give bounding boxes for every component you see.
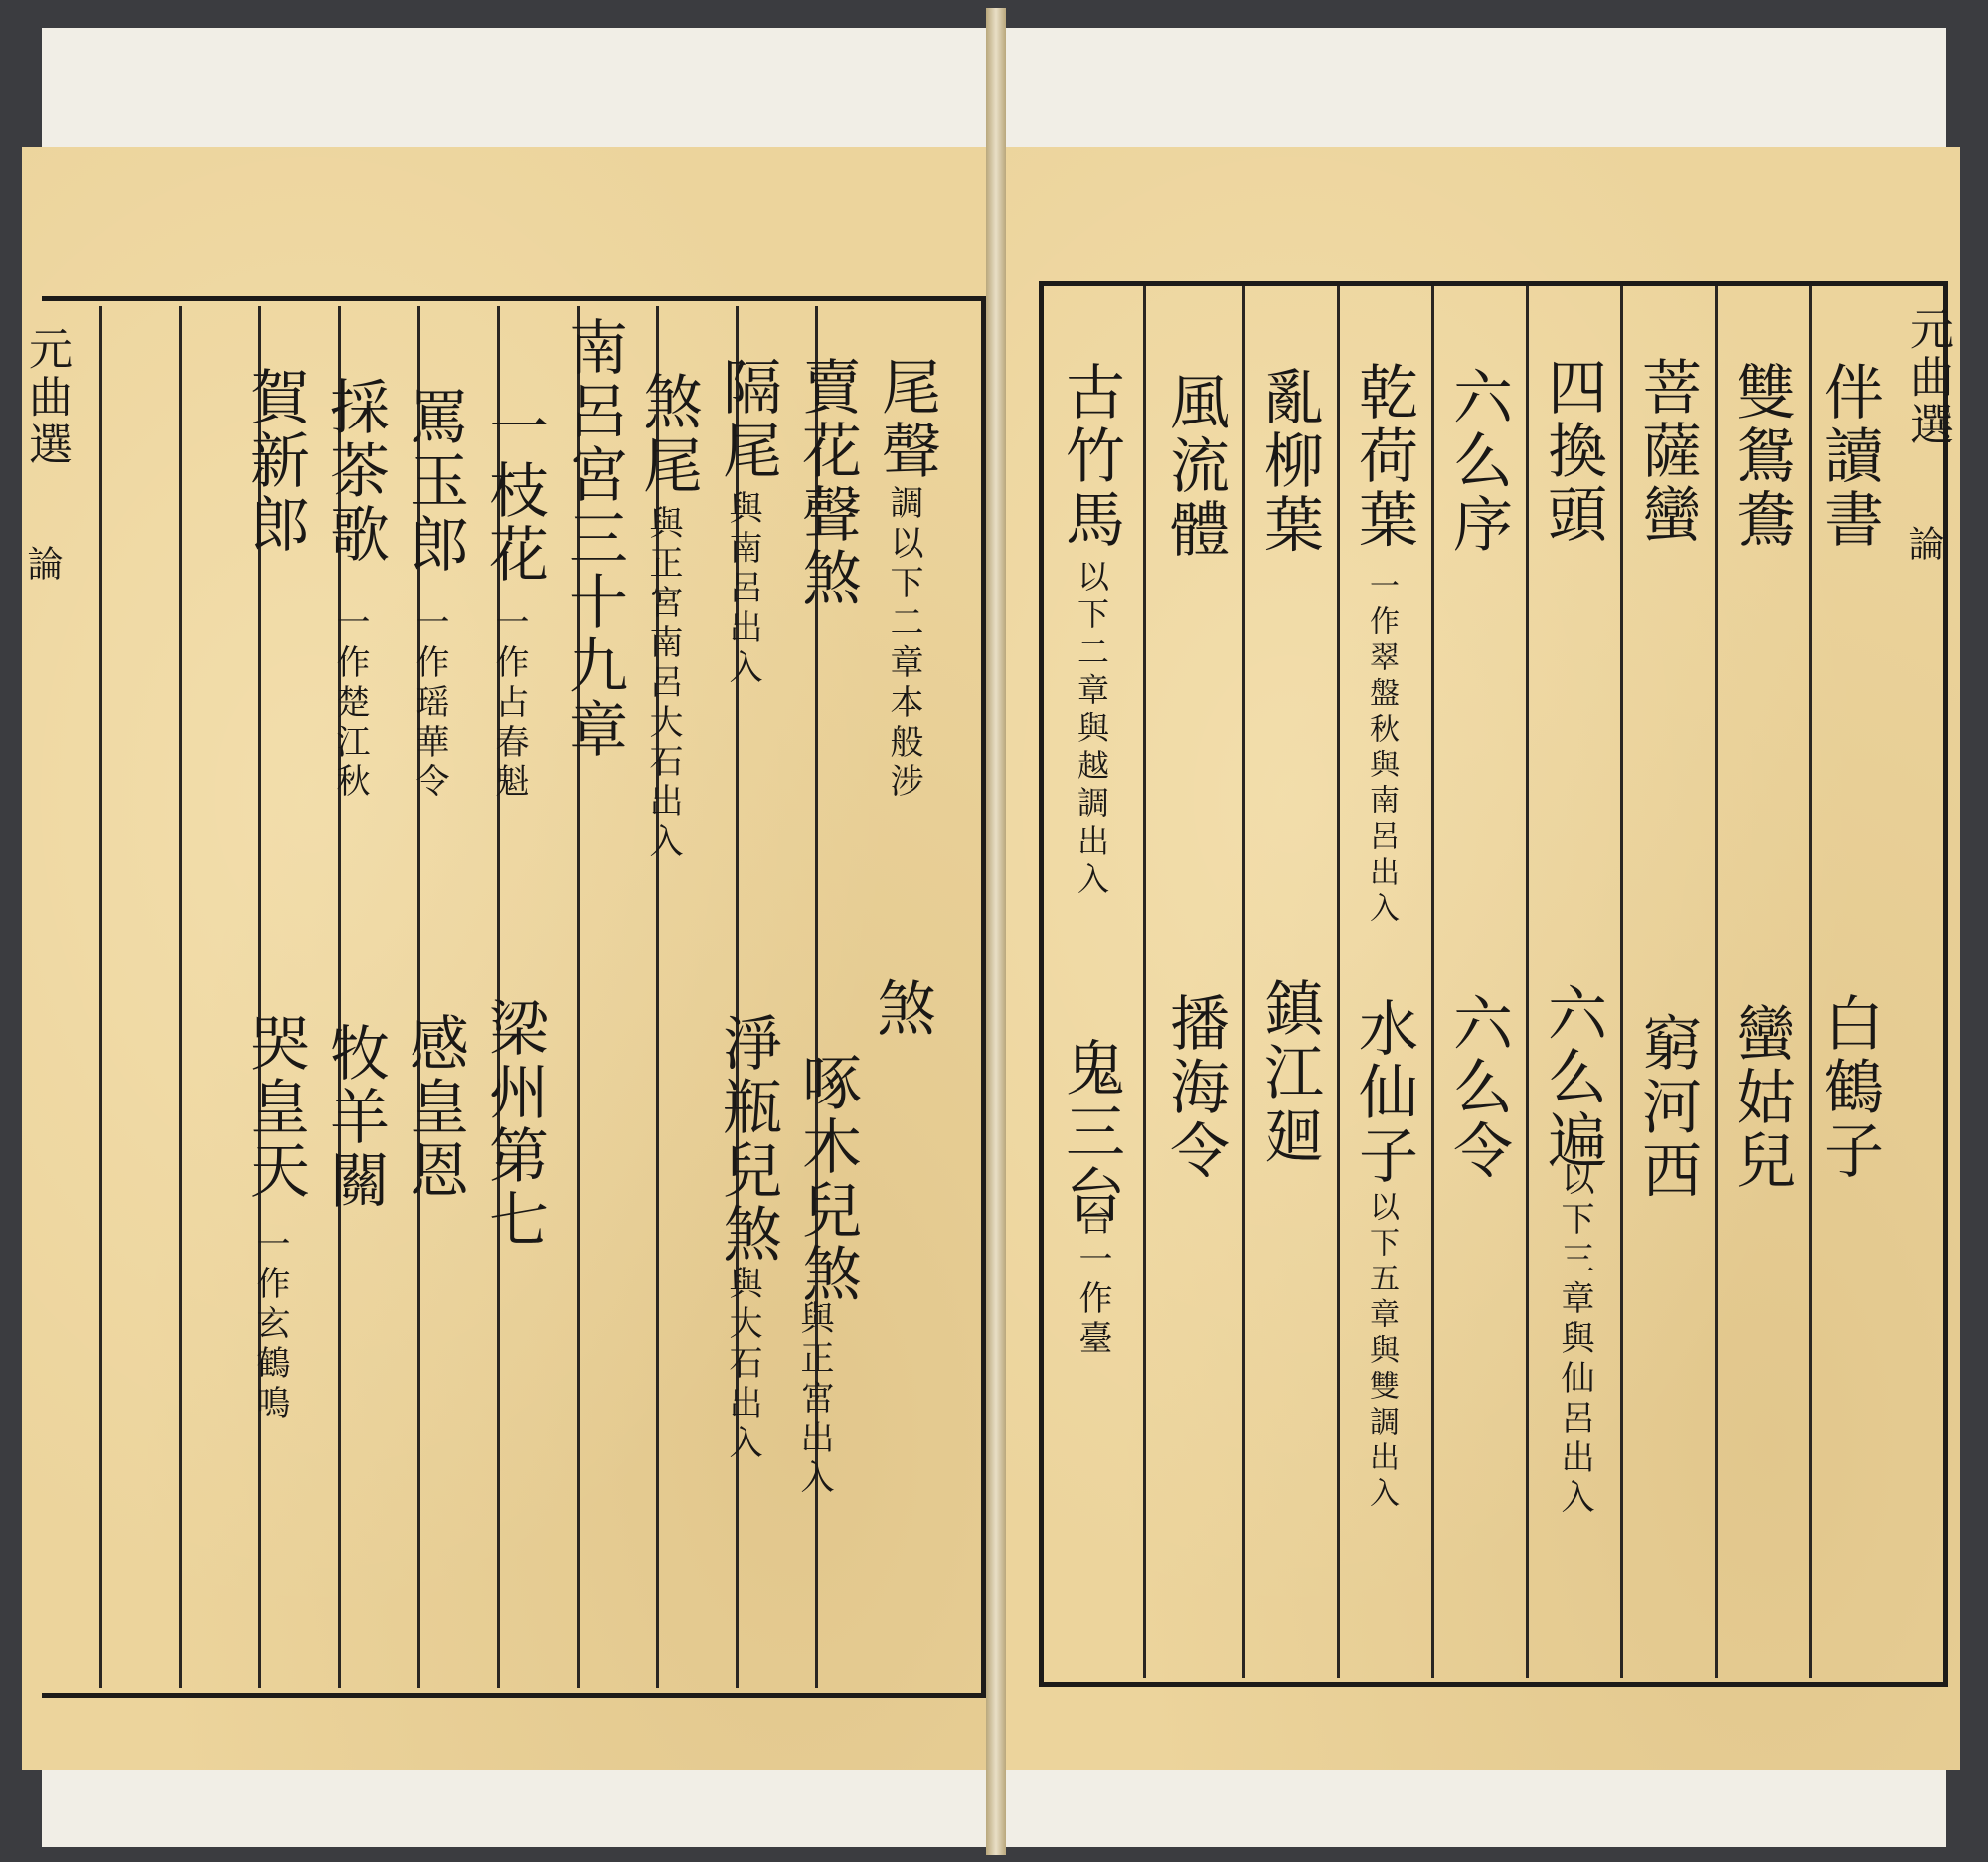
tune-title: 牧羊關: [320, 1022, 390, 1213]
tune-title: 白鶴子: [1814, 992, 1884, 1183]
column-rule: [1431, 286, 1434, 1678]
column-rule: [1715, 286, 1718, 1678]
tune-note: 台一作臺: [1073, 1201, 1112, 1360]
tune-title: 伴讀書: [1814, 361, 1884, 552]
column-rule: [99, 306, 102, 1688]
tune-title: 煞尾: [633, 371, 703, 498]
column-rule: [179, 306, 182, 1688]
tune-title: 蠻姑兒: [1727, 1002, 1796, 1193]
page-edge-bottom-left: [42, 1758, 988, 1847]
tune-title: 鎮江廻: [1254, 977, 1324, 1168]
tune-title: 淨瓶兒煞: [713, 1012, 782, 1267]
tune-title: 亂柳葉: [1254, 366, 1324, 557]
tune-title: 窮河西: [1632, 1012, 1702, 1203]
tune-title: 乾荷葉: [1349, 361, 1418, 552]
section-heading: 南呂宮三十九章: [559, 316, 628, 762]
tune-note: 以下五章與雙調出入: [1364, 1191, 1399, 1513]
tune-title: 菩薩蠻: [1632, 356, 1702, 547]
tune-title: 梁州第七: [479, 997, 549, 1252]
column-rule: [1809, 286, 1812, 1678]
tune-title: 古竹馬: [1056, 361, 1125, 552]
tune-note: 與正宮南呂大石出入: [643, 505, 683, 863]
tune-note: 一作楚江秋: [330, 604, 370, 803]
tune-note: 一作玄鶴鳴: [250, 1226, 290, 1425]
tune-title: 一枝花: [479, 396, 549, 587]
column-rule: [1526, 286, 1529, 1678]
tune-title: 煞: [867, 977, 936, 1041]
tune-title: 六么令: [1443, 992, 1513, 1183]
page-edge-top-right: [1006, 28, 1946, 157]
tune-title: 六么遍: [1538, 982, 1607, 1173]
page-edge-bottom-right: [1006, 1758, 1946, 1847]
tune-title: 水仙子: [1349, 997, 1418, 1188]
tune-title: 尾聲: [872, 356, 941, 483]
tune-title: 感皇恩: [400, 1012, 469, 1203]
running-head-title-right: 元曲選: [1903, 306, 1953, 449]
tune-note: 一作占春魁: [489, 604, 529, 803]
tune-note: 與正宮出入: [794, 1300, 834, 1499]
tune-title: 雙鴛鴦: [1727, 361, 1796, 552]
book-spread: [22, 8, 1960, 1855]
book-gutter: [986, 8, 1006, 1855]
tune-title: 賀新郎: [241, 366, 310, 557]
tune-title: 六么序: [1443, 366, 1513, 557]
tune-title: 賣花聲煞: [792, 356, 862, 610]
running-head-section-right: 論: [1904, 525, 1944, 565]
page-edge-top-left: [42, 28, 988, 157]
tune-title: 罵玉郎: [400, 386, 469, 577]
tune-note: 調以下二章本般涉: [884, 485, 923, 803]
tune-note: 一作瑶華令: [410, 604, 449, 803]
tune-title: 採茶歌: [320, 376, 390, 567]
tune-title: 鬼三台: [1056, 1037, 1125, 1228]
running-head-title-left: 元曲選: [21, 326, 72, 469]
tune-note: 以下二章與越調出入: [1073, 560, 1110, 900]
tune-title: 哭皇天: [241, 1012, 310, 1203]
column-rule: [1143, 286, 1146, 1678]
column-rule: [1337, 286, 1340, 1678]
tune-title: 四換頭: [1538, 356, 1607, 547]
tune-note: 與南呂出入: [723, 490, 762, 689]
tune-note: 一作翠盤秋與南呂出入: [1364, 570, 1399, 928]
tune-title: 啄木兒煞: [792, 1052, 862, 1306]
tune-title: 風流體: [1160, 371, 1230, 562]
running-head-section-left: 論: [22, 545, 63, 585]
tune-title: 隔尾: [713, 356, 782, 483]
column-rule: [1620, 286, 1623, 1678]
tune-note: 與大石出入: [723, 1266, 762, 1464]
tune-note: 以下三章與仙呂出入: [1555, 1161, 1594, 1519]
column-rule: [1242, 286, 1245, 1678]
tune-title: 播海令: [1160, 992, 1230, 1183]
